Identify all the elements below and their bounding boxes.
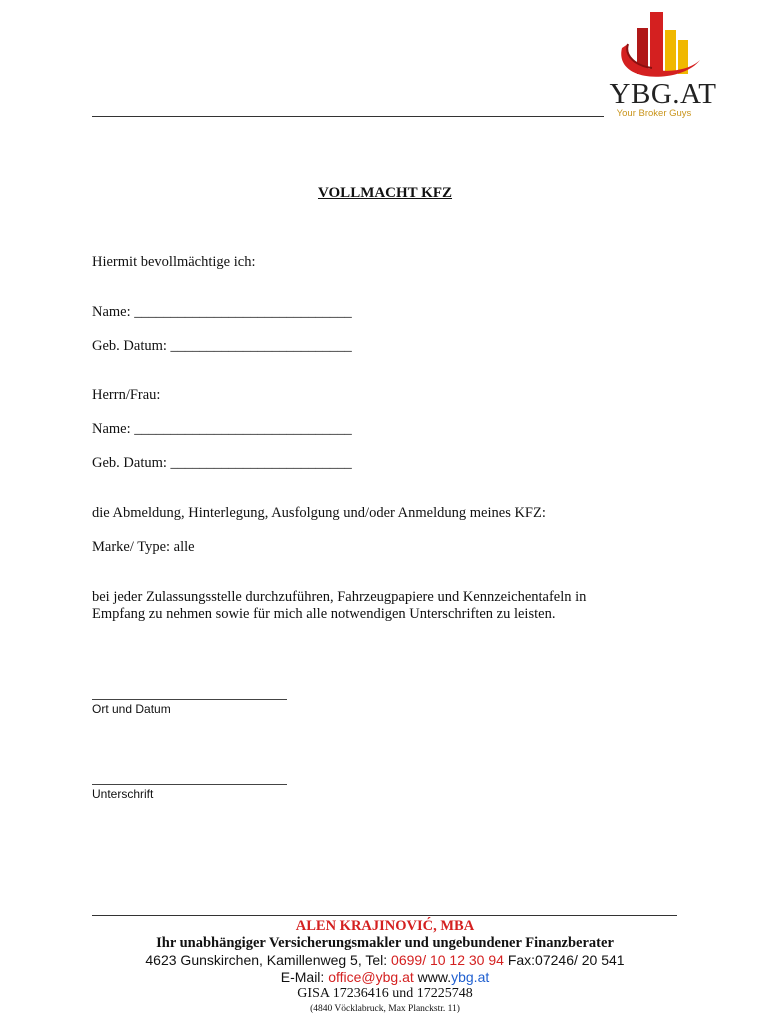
- footer-name: ALEN KRAJINOVIĆ, MBA: [295, 918, 475, 934]
- vehicle-text: Marke/ Type: alle: [92, 539, 195, 555]
- page-title: VOLLMACHT KFZ: [317, 185, 453, 201]
- place-date-line[interactable]: [92, 699, 287, 700]
- scope-text-line-2: Empfang zu nehmen sowie für mich alle notwendigen Unterschriften zu leisten.: [92, 606, 556, 622]
- purpose-text: die Abmeldung, Hinterlegung, Ausfolgung und/oder Anmeldung meines KFZ:: [92, 505, 546, 521]
- logo-bar-yellow: [665, 30, 676, 74]
- logo-tagline: Your Broker Guys: [616, 108, 692, 119]
- intro-text: Hiermit bevollmächtige ich:: [92, 254, 256, 270]
- logo-bar-red: [650, 12, 663, 74]
- grantor-dob-field[interactable]: Geb. Datum: _________________________: [92, 338, 352, 354]
- footer-fax: Fax:07246/ 20 541: [503, 952, 625, 968]
- footer-gisa: GISA 17236416 und 17225748: [297, 986, 473, 1001]
- footer-contact: [0, 969, 770, 985]
- scope-text-line-1: bei jeder Zulassungsstelle durchzuführen, Fahrzeugpapiere und Kennzeichentafeln in: [92, 589, 587, 605]
- place-date-label: Ort und Datum: [92, 702, 171, 716]
- footer-address-text: 4623 Gunskirchen, Kamillenweg 5, Tel:: [145, 952, 392, 968]
- grantee-dob-field[interactable]: Geb. Datum: _________________________: [92, 455, 352, 471]
- footer-phone: 0699/ 10 12 30 94: [391, 952, 504, 968]
- footer-web-prefix: www.: [413, 969, 452, 985]
- footer-address: [0, 952, 770, 968]
- footer-tagline: Ihr unabhängiger Versicherungsmakler und ungebundener Finanzberater: [156, 935, 614, 951]
- footer-email-label: E-Mail:: [280, 969, 329, 985]
- footer-web-link[interactable]: ybg.at: [451, 969, 490, 985]
- footer-branch-address: (4840 Vöcklabruck, Max Planckstr. 11): [310, 1004, 460, 1014]
- header-rule: [92, 116, 604, 117]
- signature-line[interactable]: [92, 784, 287, 785]
- footer-rule: [92, 915, 677, 916]
- signature-label: Unterschrift: [92, 787, 154, 801]
- grantee-label: Herrn/Frau:: [92, 387, 161, 403]
- grantor-name-field[interactable]: Name: ______________________________: [92, 304, 352, 320]
- logo-brand: YBG.AT: [609, 78, 717, 110]
- footer-email-link[interactable]: office@ybg.at: [328, 969, 414, 985]
- grantee-name-field[interactable]: Name: ______________________________: [92, 421, 352, 437]
